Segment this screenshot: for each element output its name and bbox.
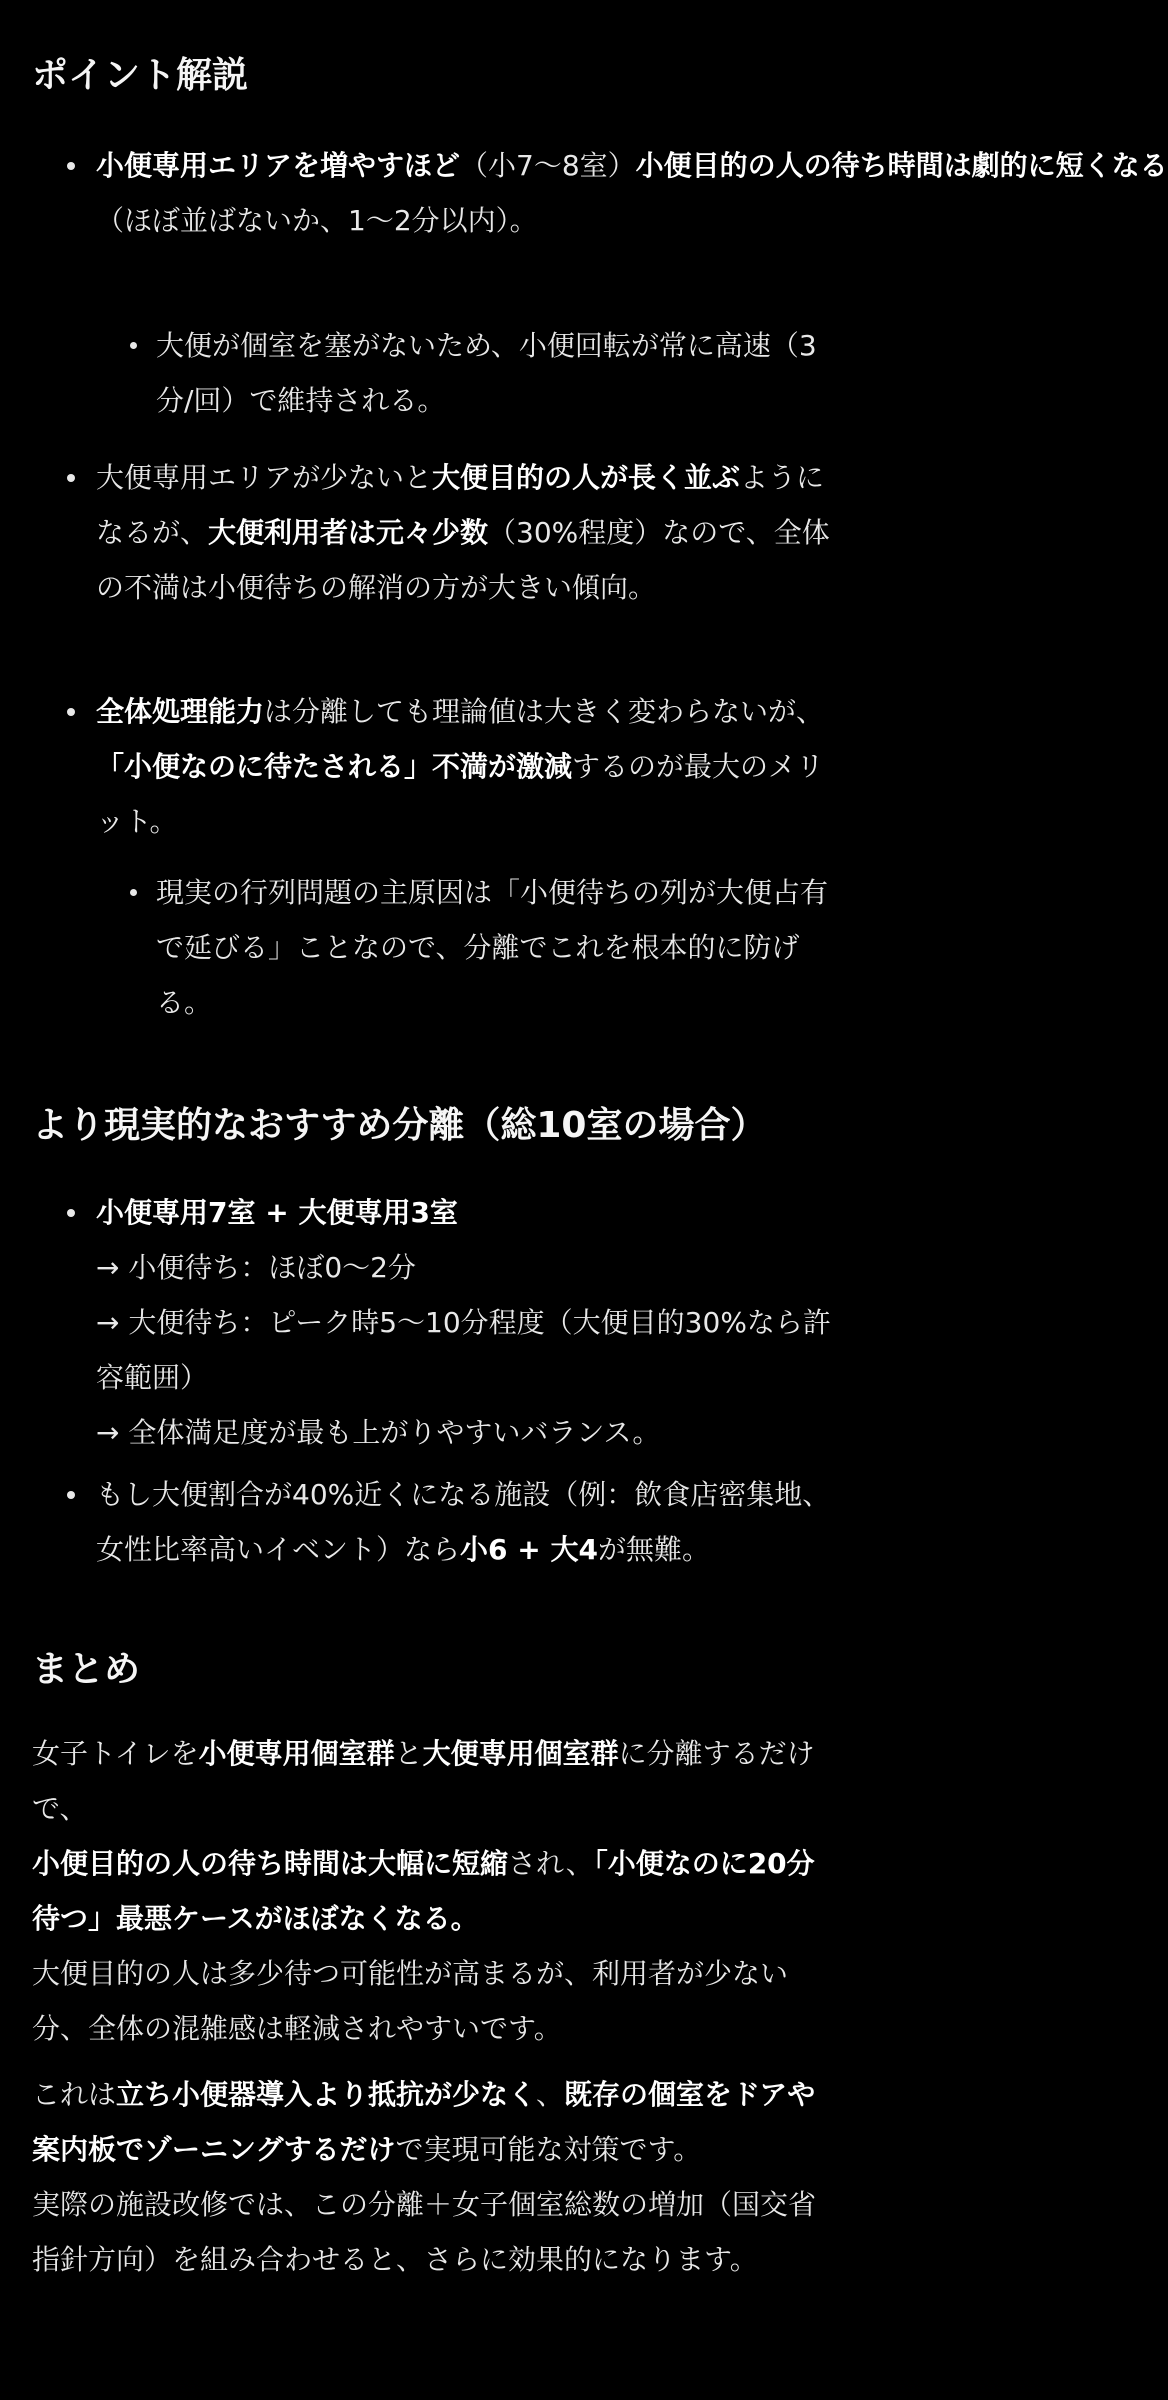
summary-paragraph-2 <box>32 2067 832 2287</box>
body-text: で実現可能な対策です。 <box>395 2133 702 2166</box>
body-text: が無難。 <box>597 1533 710 1566</box>
body-text: と <box>394 1737 423 1770</box>
body-text: （30%程度）なので、全体の不満は小便待ちの解消の方が大きい傾向。 <box>96 516 830 604</box>
arrow-line: → 小便待ち：ほぼ0〜2分 <box>96 1251 416 1284</box>
emphasis-text: 「小便なのに待たされる」不満が激減 <box>96 750 573 783</box>
point-item-3 <box>96 684 836 849</box>
emphasis-text: 小便専用7室 + 大便専用3室 <box>96 1196 458 1229</box>
emphasis-text: 立ち小便器導入より抵抗が少なく <box>116 2078 537 2111</box>
body-text: 大便目的の人は多少待つ可能性が高まるが、利用者が少ない分、全体の混雑感は軽減されやすいです。 <box>32 1957 789 2045</box>
summary-paragraph-1 <box>32 1726 832 2056</box>
emphasis-text: 小便目的の人の待ち時間は劇的に短くなる <box>635 149 1168 182</box>
bullet-icon <box>130 889 137 896</box>
point-subitem-1 <box>156 318 846 428</box>
bullet-icon <box>67 474 75 482</box>
body-text: 大便が個室を塞がないため、小便回転が常に高速（3分/回）で維持される。 <box>156 329 817 417</box>
point-subitem-3 <box>156 865 846 1030</box>
body-text: これは <box>32 2078 117 2111</box>
section-heading-point: ポイント解説 <box>32 55 249 96</box>
bullet-icon <box>67 1209 75 1217</box>
emphasis-text: 小6 + 大4 <box>460 1533 598 1566</box>
arrow-line: → 大便待ち：ピーク時5〜10分程度（大便目的30%なら許容範囲） <box>96 1306 831 1394</box>
emphasis-text: 大便目的の人が長く並ぶ <box>432 461 741 494</box>
recommend-item-2 <box>96 1467 836 1577</box>
emphasis-text: 小便専用エリアを増やすほど <box>96 149 461 182</box>
bullet-icon <box>67 708 75 716</box>
section-heading-recommend: より現実的なおすすめ分離（総10室の場合） <box>32 1105 767 1146</box>
body-text: 、 <box>536 2078 565 2111</box>
body-text: 大便専用エリアが少ないと <box>96 461 433 494</box>
body-text: 現実の行列問題の主原因は「小便待ちの列が大便占有で延びる」ことなので、分離でこれを根本的に防げる。 <box>156 876 829 1019</box>
body-text: は分離しても理論値は大きく変わらないが、 <box>264 695 825 728</box>
bullet-icon <box>130 342 137 349</box>
emphasis-text: 小便目的の人の待ち時間は大幅に短縮 <box>32 1847 509 1880</box>
emphasis-text: 既存の個室をドアや案内板でゾーニングするだけ <box>32 2078 816 2166</box>
bullet-icon <box>67 162 75 170</box>
point-item-2 <box>96 450 836 615</box>
section-heading-summary: まとめ <box>32 1649 141 1690</box>
bullet-icon <box>67 1491 75 1499</box>
body-text: ようになるが、 <box>96 461 825 549</box>
emphasis-text: 「小便なのに20分待つ」最悪ケースがほぼなくなる。 <box>32 1847 815 1935</box>
body-text: され、 <box>508 1847 594 1880</box>
body-text: に分離するだけで、 <box>32 1737 815 1825</box>
emphasis-text: 小便専用個室群 <box>198 1737 395 1770</box>
emphasis-text: 大便専用個室群 <box>422 1737 619 1770</box>
body-text: するのが最大のメリット。 <box>96 750 825 838</box>
arrow-line: → 全体満足度が最も上がりやすいバランス。 <box>96 1416 661 1449</box>
point-item-1: 小便専用エリアを増やすほど（小7〜8室）小便目的の人の待ち時間は劇的に短くなる （ほぼ並ばないか、1〜2分以内）。 <box>96 138 836 248</box>
body-text: 実際の施設改修では、この分離＋女子個室総数の増加（国交省指針方向）を組み合わせると、さらに効果的になります。 <box>32 2188 817 2276</box>
emphasis-text: 大便利用者は元々少数 <box>208 516 489 549</box>
recommend-item-1 <box>96 1185 836 1460</box>
body-text: 女子トイレを <box>32 1737 199 1770</box>
emphasis-text: 全体処理能力 <box>96 695 265 728</box>
body-text: もし大便割合が40%近くになる施設（例：飲食店密集地、女性比率高いイベント）なら <box>96 1478 831 1566</box>
body-text: （ほぼ並ばないか、1〜2分以内）。 <box>96 204 538 237</box>
